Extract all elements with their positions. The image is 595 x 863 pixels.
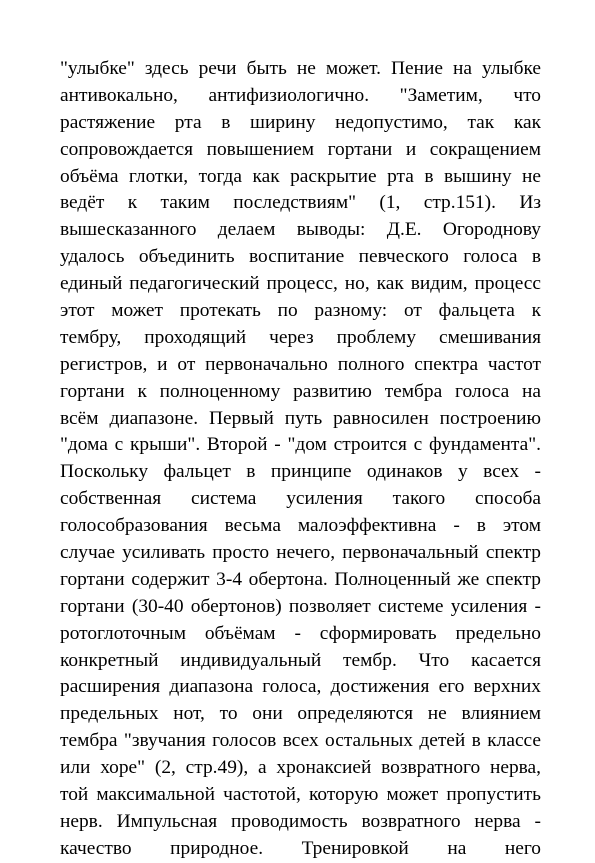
text-line: вышесказанного делаем выводы: Д.Е. Огороднову xyxy=(60,219,541,241)
text-line: собственная система усиления такого способа xyxy=(60,488,541,510)
text-line: тембру, проходящий через проблему смешивания xyxy=(60,326,541,348)
text-line: "улыбке" здесь речи быть не может. Пение на улыбке xyxy=(60,58,541,79)
text-line: ротоглоточным объёмам - сформировать предельно xyxy=(60,622,541,644)
text-line: Поскольку фальцет в принципе одинаков у всех - xyxy=(60,461,541,483)
text-line: гортани (30-40 обертонов) позволяет системе усиления - xyxy=(60,595,541,617)
text-line: гортани содержит 3-4 обертона. Полноценный же спектр xyxy=(60,568,541,590)
text-line: голособразования весьма малоэффективна - в этом xyxy=(60,515,541,537)
text-line: ведёт к таким последствиям" (1, стр.151). Из xyxy=(60,192,541,214)
text-line: всём диапазоне. Первый путь равносилен построению xyxy=(60,407,541,429)
text-line: случае усиливать просто нечего, первоначальный спектр xyxy=(60,542,541,564)
text-line: сопровождается повышением гортани и сокращением xyxy=(60,138,541,160)
text-line: нерв. Импульсная проводимость возвратного нерва - xyxy=(60,810,541,832)
text-line: объёма глотки, тогда как раскрытие рта в вышину не xyxy=(60,165,541,187)
text-line: этот может протекать по разному: от фальцета к xyxy=(60,300,541,322)
text-line: "дома с крыши". Второй - "дом строится с фундамента". xyxy=(60,434,541,456)
text-line: качество природное. Тренировкой на него xyxy=(60,837,541,859)
text-line: регистров, и от первоначально полного спектра частот xyxy=(60,353,541,375)
text-line: единый педагогический процесс, но, как видим, процесс xyxy=(60,273,541,295)
text-line: конкретный индивидуальный тембр. Что касается xyxy=(60,649,541,671)
text-line: или хоре" (2, стр.49), а хронаксией возвратного нерва, xyxy=(60,757,541,779)
text-line: той максимальной частотой, которую может пропустить xyxy=(60,784,541,806)
text-line: гортани к полноценному развитию тембра голоса на xyxy=(60,380,541,402)
text-line: антивокально, антифизиологично. "Заметим, что xyxy=(60,84,541,106)
text-line: расширения диапазона голоса, достижения его верхних xyxy=(60,676,541,698)
body-text xyxy=(60,56,541,863)
text-line: растяжение рта в ширину недопустимо, так как xyxy=(60,111,541,133)
text-line: удалось объединить воспитание певческого голоса в xyxy=(60,246,541,268)
text-line: предельных нот, то они определяются не влиянием xyxy=(60,703,541,725)
text-line: тембра "звучания голосов всех остальных детей в классе xyxy=(60,730,541,752)
